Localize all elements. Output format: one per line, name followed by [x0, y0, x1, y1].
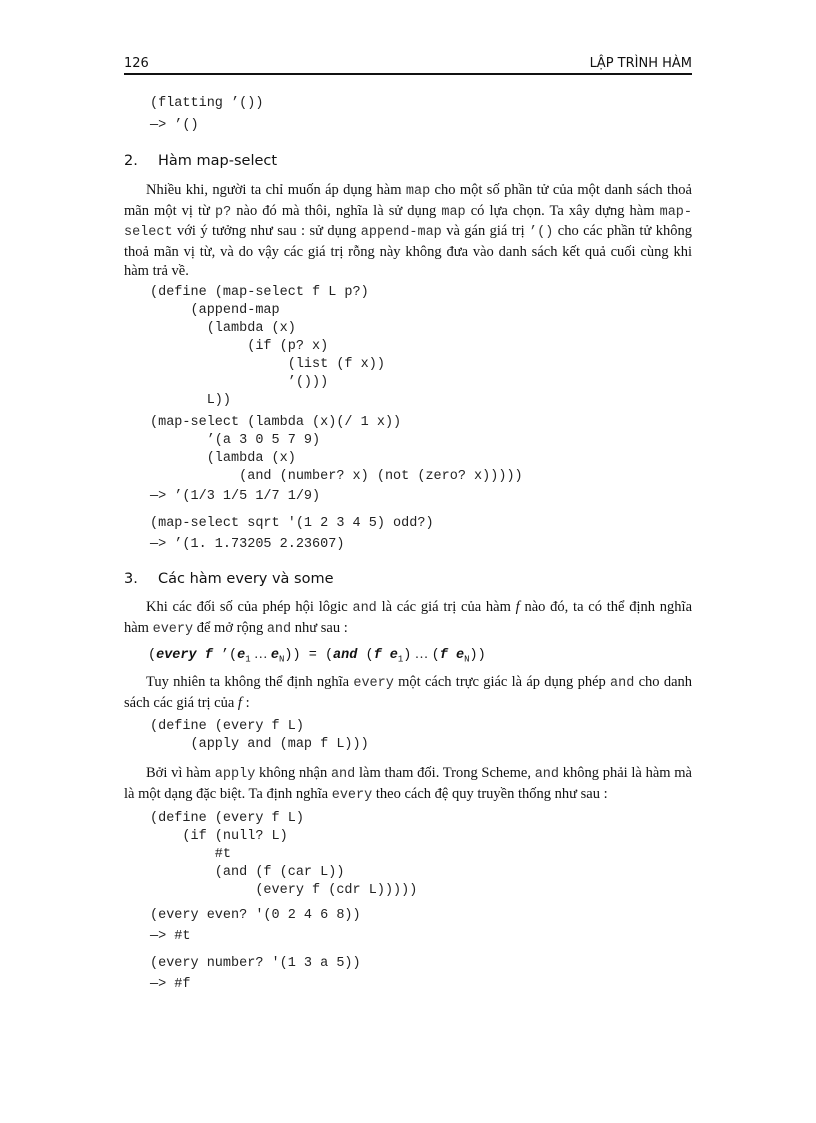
code-line: (list (f x))	[150, 357, 385, 372]
code-line: (if (p? x)	[150, 339, 329, 354]
page-header	[124, 56, 692, 74]
code-line: (append-map	[150, 303, 280, 318]
code-line: (and (number? x) (not (zero? x)))))	[150, 469, 523, 484]
code-line: (map-select (lambda (x)(/ 1 x))	[150, 415, 402, 430]
section-title: Hàm map-select	[158, 153, 278, 169]
code-line: (define (every f L)	[150, 719, 304, 734]
code-line: —> ’(1/3 1/5 1/7 1/9)	[150, 489, 321, 504]
section-title: Các hàm every và some	[158, 571, 334, 587]
section-heading	[124, 153, 277, 169]
code-line: #t	[150, 847, 232, 862]
header-rule	[124, 73, 692, 75]
paragraph: Nhiều khi, người ta chỉ muốn áp dụng hàm map cho một số phần tử của một danh sách thoả mãn một vị từ p? nào đó mà thôi, nghĩa là sử dụng map có lựa chọn. Ta xây dựng hàm map-select với ý tưởng như sau : sử dụng append-map và gán giá trị ’() cho các phần tử không thoả mãn vị từ, và do vậy các giá trị rỗng này không đưa vào danh sách kết quả cuối cùng khi hàm trả về.	[124, 182, 693, 279]
section-number: 3.	[124, 571, 138, 587]
code-line: —> #f	[150, 977, 191, 992]
code-line: ’()))	[150, 375, 329, 390]
code-line: (flatting ’())	[150, 96, 264, 111]
code-line: (if (null? L)	[150, 829, 288, 844]
paragraph: Tuy nhiên ta không thể định nghĩa every một cách trực giác là áp dụng phép and cho danh sách các giá trị của f :	[124, 674, 692, 711]
code-line: (every even? '(0 2 4 6 8))	[150, 908, 361, 923]
code-line: (every f (cdr L)))))	[150, 883, 418, 898]
code-line: (map-select sqrt '(1 2 3 4 5) odd?)	[150, 516, 434, 531]
paragraph: Bởi vì hàm apply không nhận and làm tham đối. Trong Scheme, and không phải là hàm mà là một dạng đặc biệt. Ta định nghĩa every theo cách đệ quy truyền thống như sau :	[124, 765, 692, 803]
code-line: (define (map-select f L p?)	[150, 285, 369, 300]
section-heading	[124, 571, 334, 587]
code-line: —> ’()	[150, 118, 199, 133]
paragraph: Khi các đối số của phép hội lôgic and là các giá trị của hàm f nào đó, ta có thể định nghĩa hàm every để mở rộng and như sau :	[124, 599, 693, 637]
code-line: (lambda (x)	[150, 321, 296, 336]
code-line: (every number? '(1 3 a 5))	[150, 956, 361, 971]
code-line: (apply and (map f L)))	[150, 737, 369, 752]
code-line: (and (f (car L))	[150, 865, 345, 880]
code-line: L))	[150, 393, 232, 408]
chapter-title: LẬP TRÌNH HÀM	[589, 56, 692, 71]
code-line: —> #t	[150, 929, 191, 944]
code-line: ’(a 3 0 5 7 9)	[150, 433, 321, 448]
page-number: 126	[124, 56, 149, 71]
code-line: (lambda (x)	[150, 451, 296, 466]
code-line: —> ’(1. 1.73205 2.23607)	[150, 537, 345, 552]
code-line: (define (every f L)	[150, 811, 304, 826]
section-number: 2.	[124, 153, 138, 169]
formula: (every f $’(e_1$ … $e_N)) = (and$ (f $e_1$) … (f $e_N$))	[148, 646, 486, 665]
